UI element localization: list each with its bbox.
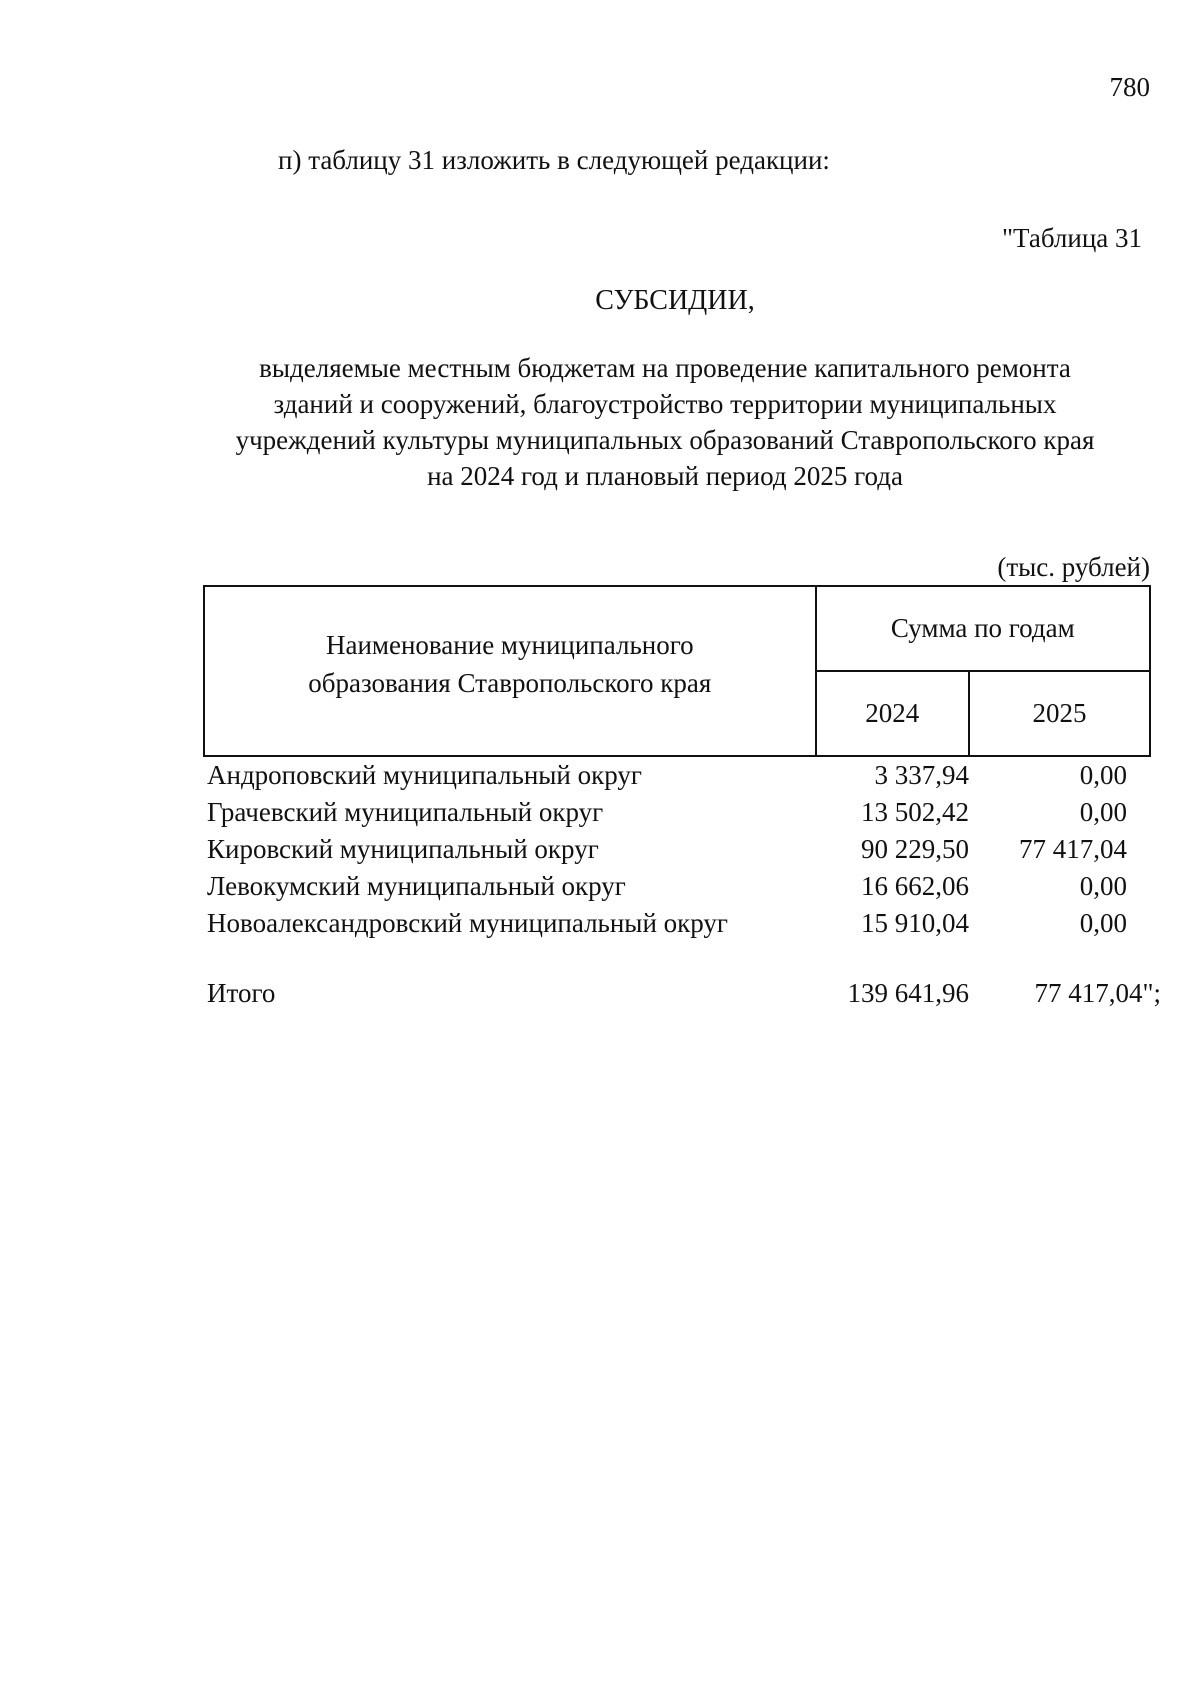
total-value-2024: 139 641,96 (847, 978, 969, 1008)
row-value-2025: 0,00 (1079, 760, 1127, 790)
header-name-cell (204, 586, 816, 756)
table-row (207, 868, 1147, 905)
row-value-2025: 77 417,04 (1019, 834, 1127, 864)
units-label: (тыс. рублей) (997, 552, 1150, 582)
subtitle-line: выделяемые местным бюджетам на проведение капитального ремонта (259, 353, 1071, 383)
total-label: Итого (207, 978, 276, 1008)
header-sum-by-years: Сумма по годам (816, 586, 1150, 671)
subtitle-line: учреждений культуры муниципальных образований Ставропольского края (235, 425, 1095, 455)
table-body (207, 757, 1161, 1012)
header-year-2024: 2024 (816, 671, 969, 756)
table-row (207, 757, 1147, 794)
subtitle-line: зданий и сооружений, благоустройство территории муниципальных (273, 389, 1057, 419)
row-value-2024: 90 229,50 (861, 834, 969, 864)
table-total-row (207, 975, 1161, 1012)
header-year-2025: 2025 (969, 671, 1150, 756)
intro-text: п) таблицу 31 изложить в следующей редакции: (278, 145, 830, 175)
page-number: 780 (1109, 72, 1150, 102)
document-title: СУБСИДИИ, (595, 285, 755, 316)
table-header (203, 585, 1151, 757)
header-name-line: Наименование муниципального (325, 630, 694, 660)
row-name: Андроповский муниципальный округ (207, 760, 642, 790)
row-value-2024: 16 662,06 (861, 871, 969, 901)
row-value-2024: 13 502,42 (861, 797, 969, 827)
row-value-2024: 3 337,94 (874, 760, 969, 790)
table-row (207, 831, 1147, 868)
table-row (207, 905, 1147, 942)
table-row (207, 794, 1147, 831)
row-value-2024: 15 910,04 (861, 908, 969, 938)
row-name: Новоалександровский муниципальный округ (207, 908, 728, 938)
row-name: Кировский муниципальный округ (207, 834, 599, 864)
total-value-2025: 77 417,04"; (1034, 978, 1161, 1008)
row-name: Грачевский муниципальный округ (207, 797, 604, 827)
header-name-line: образования Ставропольского края (308, 668, 712, 698)
document-subtitle (200, 350, 1130, 494)
table-label: "Таблица 31 (1002, 223, 1142, 253)
row-value-2025: 0,00 (1079, 797, 1127, 827)
subtitle-line: на 2024 год и плановый период 2025 года (427, 461, 903, 491)
row-value-2025: 0,00 (1079, 871, 1127, 901)
row-name: Левокумский муниципальный округ (207, 871, 626, 901)
row-value-2025: 0,00 (1079, 908, 1127, 938)
